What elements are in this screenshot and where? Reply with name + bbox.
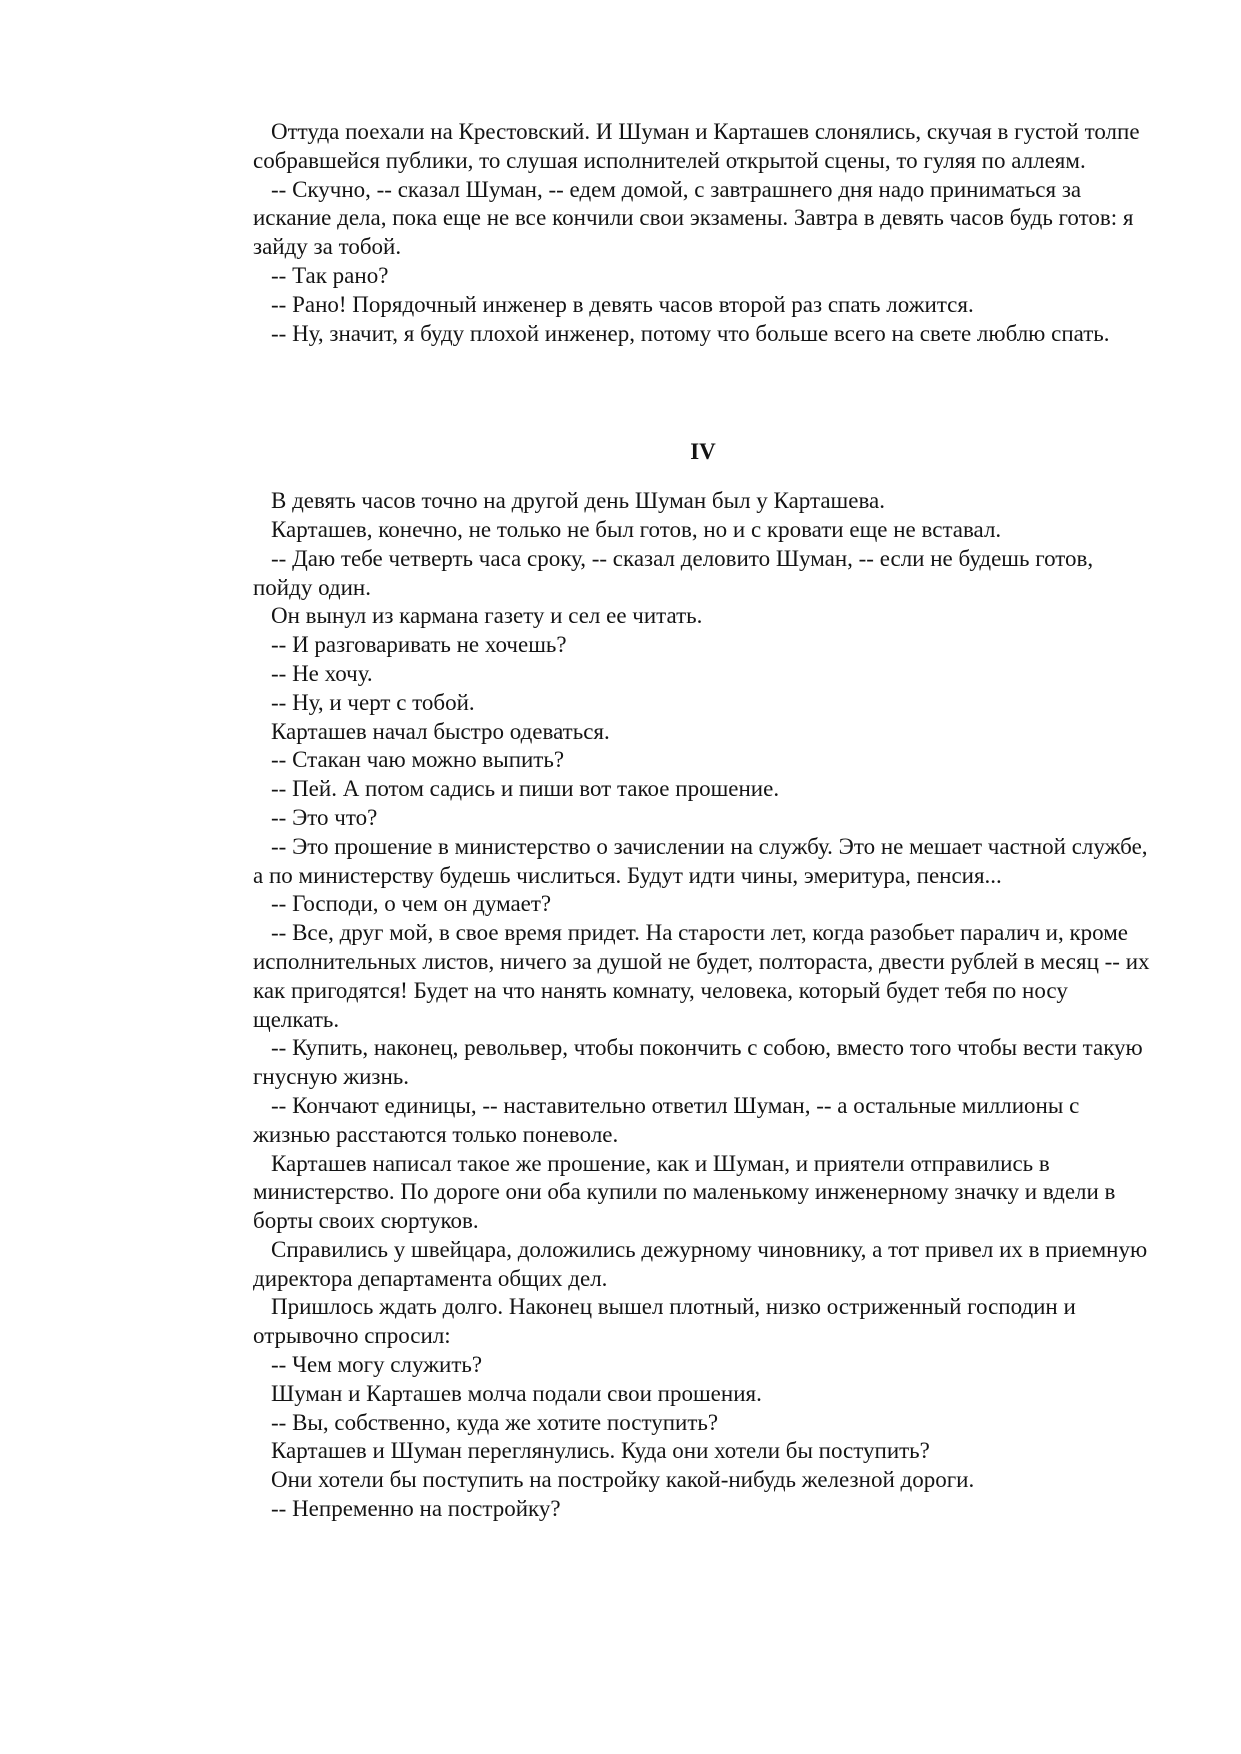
- paragraph: Шуман и Карташев молча подали свои прошения.: [271, 1380, 762, 1406]
- paragraph: -- Господи, о чем он думает?: [271, 891, 552, 917]
- paragraph: Карташев, конечно, не только не был готов, но и с кровати еще не вставал.: [271, 516, 1002, 542]
- paragraph: Карташев начал быстро одеваться.: [271, 718, 610, 744]
- paragraph: Карташев написал такое же прошение, как и Шуман, и приятели отправились в министерство. По дороге они оба купили по маленькому инженерному значку и вдели в борты своих сюртуков.: [253, 1150, 1116, 1234]
- paragraph: Он вынул из кармана газету и сел ее читать.: [271, 603, 703, 629]
- paragraph: В девять часов точно на другой день Шуман был у Карташева.: [271, 488, 885, 514]
- section-one-text: [253, 118, 1153, 348]
- paragraph: -- Кончают единицы, -- наставительно ответил Шуман, -- а остальные миллионы с жизнью расстаются только поневоле.: [253, 1092, 1080, 1147]
- paragraph: -- Непременно на постройку?: [271, 1496, 561, 1522]
- paragraph: Пришлось ждать долго. Наконец вышел плотный, низко остриженный господин и отрывочно спросил:: [253, 1294, 1076, 1349]
- paragraph: Оттуда поехали на Крестовский. И Шуман и Карташев слонялись, скучая в густой толпе собравшейся публики, то слушая исполнителей открытой сцены, то гуляя по аллеям.: [253, 119, 1140, 173]
- paragraph: -- Все, друг мой, в свое время придет. На старости лет, когда разобьет паралич и, кроме исполнительных листов, ничего за душой не будет, полтораста, двести рублей в месяц -- их как пригодятся! Будет на что нанять комнату, человека, который будет тебя по носу щелкать.: [253, 920, 1150, 1032]
- paragraph: -- Ну, значит, я буду плохой инженер, потому что больше всего на свете люблю спать.: [271, 320, 1110, 346]
- paragraph: -- Чем могу служить?: [271, 1352, 483, 1378]
- paragraph: -- Рано! Порядочный инженер в девять часов второй раз спать ложится.: [271, 291, 974, 317]
- document-page: [253, 118, 1153, 1524]
- paragraph: -- И разговаривать не хочешь?: [271, 632, 567, 658]
- paragraph: -- Ну, и черт с тобой.: [271, 689, 475, 715]
- chapter-heading: IV: [690, 439, 716, 465]
- section-two-text: [253, 487, 1153, 1524]
- paragraph: Карташев и Шуман переглянулись. Куда они хотели бы поступить?: [271, 1438, 930, 1464]
- paragraph: -- Купить, наконец, револьвер, чтобы покончить с собою, вместо того чтобы вести такую гнусную жизнь.: [253, 1035, 1143, 1090]
- paragraph: -- Пей. А потом садись и пиши вот такое прошение.: [271, 776, 780, 802]
- paragraph: -- Это что?: [271, 804, 378, 830]
- paragraph: -- Стакан чаю можно выпить?: [271, 747, 565, 773]
- paragraph: -- Это прошение в министерство о зачислении на службу. Это не мешает частной службе, а по министерству будешь числиться. Будут идти чины, эмеритура, пенсия...: [253, 833, 1148, 888]
- paragraph: -- Не хочу.: [271, 660, 373, 686]
- paragraph: -- Скучно, -- сказал Шуман, -- едем домой, с завтрашнего дня надо приниматься за искание дела, пока еще не все кончили свои экзамены. Завтра в девять часов будь готов: я зайду за тобой.: [253, 176, 1134, 260]
- paragraph: Они хотели бы поступить на постройку какой-нибудь железной дороги.: [271, 1467, 975, 1493]
- paragraph: -- Вы, собственно, куда же хотите поступить?: [271, 1409, 719, 1435]
- paragraph: -- Так рано?: [271, 262, 389, 288]
- paragraph: Справились у швейцара, доложились дежурному чиновнику, а тот привел их в приемную директора департамента общих дел.: [253, 1236, 1148, 1291]
- paragraph: -- Даю тебе четверть часа сроку, -- сказал деловито Шуман, -- если не будешь готов, пойду один.: [253, 545, 1094, 600]
